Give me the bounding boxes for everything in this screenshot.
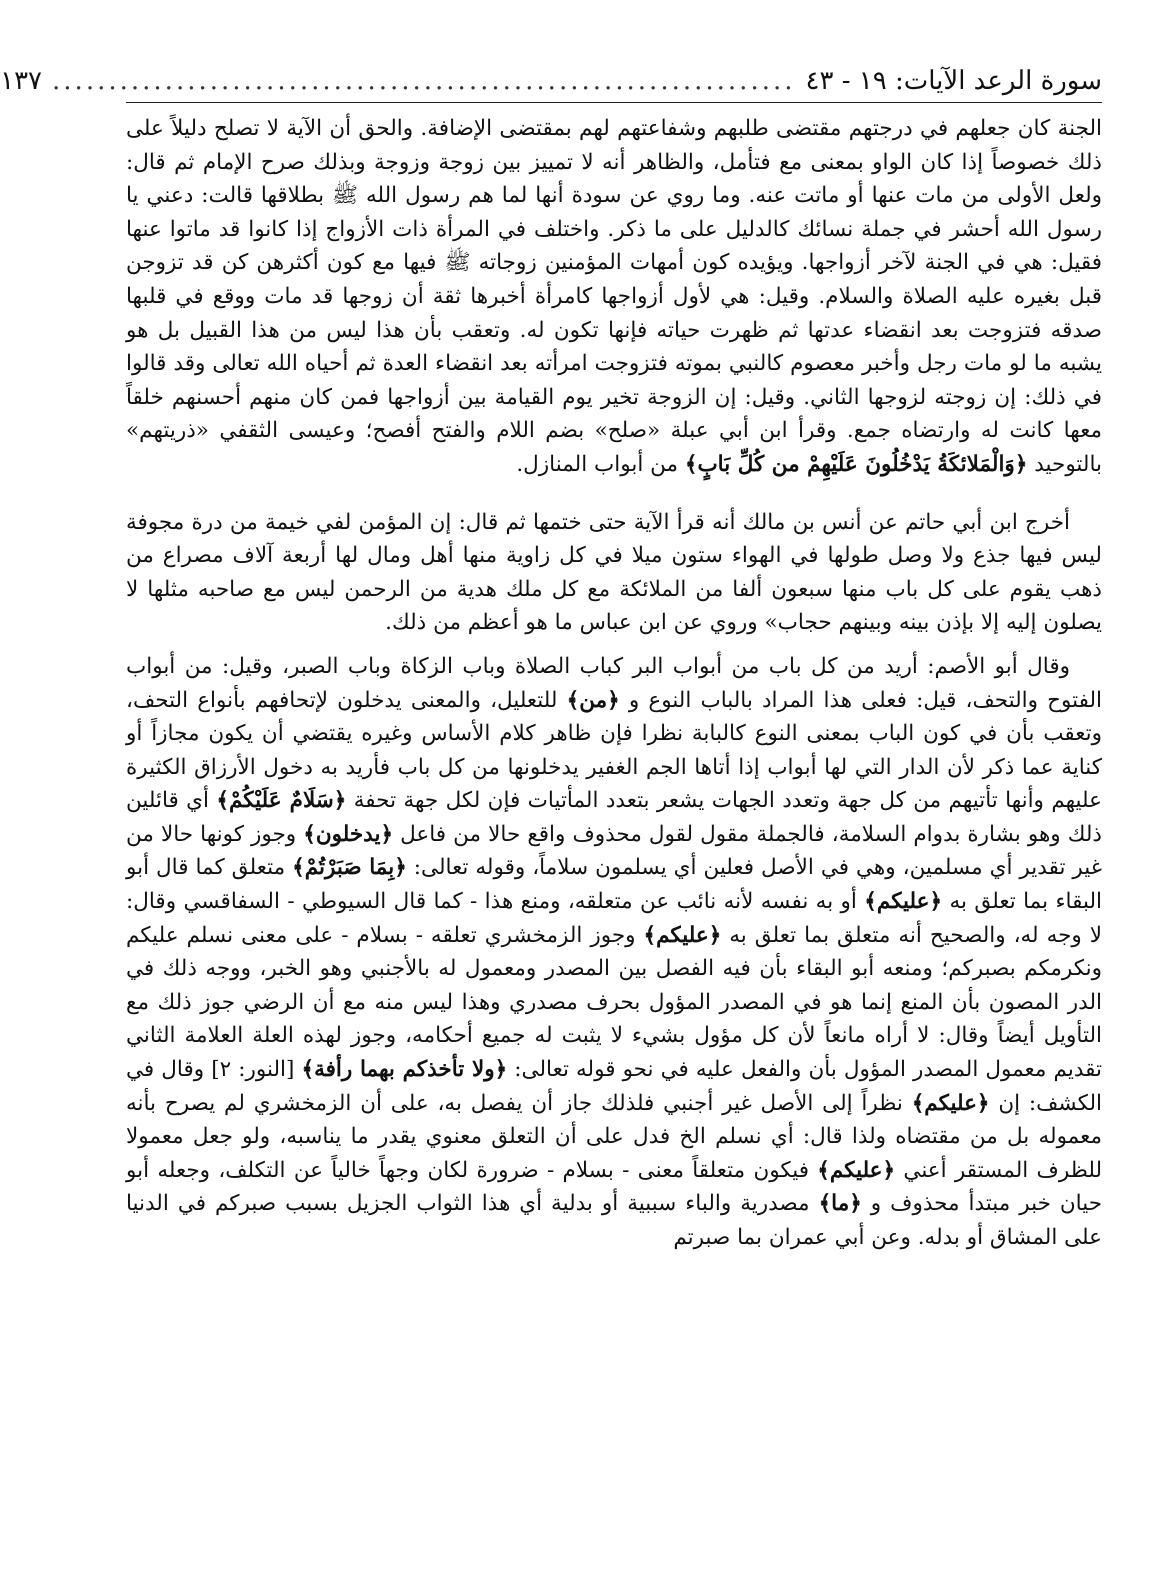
quran-word: ﴿عليكم﴾ [864,889,943,915]
text-run: أو به نفسه لأنه نائب عن متعلقه، ومنع هذا - كما قال السيوطي - السفاقسي وقال: لا وجه له، والصحيح أنه متعلق بما تعلق به [126,889,1102,948]
running-header [0,52,1102,103]
paragraph-1 [126,112,1102,482]
text-run: الجنة كان جعلهم في درجتهم مقتضى طلبهم وشفاعتهم لهم بمقتضى الإضافة. والحق أن الآية لا تصلح دليلاً على ذلك خصوصاً إذا كان الواو بمعنى مع فتأمل، والظاهر أنه لا تمييز بين زوجة وزوجة وبذلك صرح الإمام ثم قال: ولعل الأولى من مات عنها أو ماتت عنه. وما روي عن سودة أنها لما هم رسول الله ﷺ بطلاقها قالت: دعني يا رسول الله أحشر في جملة نسائك كالدليل على ما ذكر. واختلف في المرأة ذات الأزواج إذا كانوا قد ماتوا عنها فقيل: هي في الجنة لآخر أزواجها. ويؤيده كون أمهات المؤمنين زوجاته ﷺ فيها مع كون أكثرهن كن قد تزوجن قبل بغيره عليه الصلاة والسلام. وقيل: هي لأول أزواجها كامرأة أخبرها ثقة أن زوجها قد مات ووقع في قلبها صدقه فتزوجت بعد انقضاء عدتها ثم ظهرت حياته فإنها تكون له. وتعقب بأن هذا ليس من هذا القبيل بل هو يشبه ما لو مات رجل وأخبر معصوم كالنبي بموته فتزوجت امرأته بعد انقضاء العدة ثم أحياه الله تعالى وقد قالوا في ذلك: إن زوجته لزوجها الثاني. وقيل: إن الزوجة تخير يوم القيامة بين أزواجها فمن كان منهم أحسنهم خلقاً معها كانت له وارتضاه جمع. وقرأ ابن أبي عبلة «صلح» بضم اللام والفتح أفصح؛ وعيسى الثقفي «ذريتهم» بالتوحيد [126,116,1102,477]
quran-word: ﴿عليكم﴾ [817,1157,896,1183]
quran-word: ﴿عليكم﴾ [911,1090,990,1116]
text-run: أي قائلين ذلك وهو بشارة بدوام السلامة، فالجملة مقول لقول محذوف واقع حالا من فاعل [126,788,1102,847]
quran-word: ﴿يدخلون﴾ [303,821,394,847]
text-run: مصدرية والباء سببية أو بدلية أي هذا الثواب الجزيل بسبب صبركم في الدنيا على المشاق أو بدله. وعن أبي عمران بما صبرتم [126,1191,1102,1250]
text-run: متعلق كما قال أبو البقاء بما تعلق به [126,855,1102,915]
text-run: من أبواب المنازل. [516,451,685,477]
quran-verse: ﴿ولا تأخذكم بهما رأفة﴾ [301,1057,508,1083]
text-run: للتعليل، والمعنى يدخلون لإتحافهم بأنواع التحف، وتعقب بأن في كون الباب بمعنى النوع كالبابة نظرا فإن ظاهر كلام الأساس وغيره يقتضي أن يكون مجازاً أو كناية عما ذكر لأن الدار التي لها أبواب إذا أتاها الجم الغفير يدخلونها من كل باب فأريد به دخول الأرزاق الكثيرة عليهم وأنها تأتيهم من كل جهة وتعدد الجهات يشعر بتعدد المأتيات فإن لكل جهة تحفة [126,687,1102,814]
paragraph-2 [126,506,1102,640]
text-run: وجوز كونها حالا من غير تقدير أي مسلمين، وهي في الأصل فعلين أي يسلمون سلاماً، وقوله تعالى: [126,821,1103,881]
text-run: [النور: ٢] وقال في الكشف: إن [126,1057,1102,1116]
text-run: وقال أبو الأصم: أريد من كل باب من أبواب البر كباب الصلاة وباب الزكاة وباب الصبر، وقيل: من أبواب الفتوح والتحف، قيل: فعلى هذا المراد بالباب النوع و [126,653,1102,713]
text-run: أخرج ابن أبي حاتم عن أنس بن مالك أنه قرأ الآية حتى ختمها ثم قال: إن المؤمن لفي خيمة من درة مجوفة ليس فيها جذع ولا وصل طولها في الهواء ستون ميلا في كل زاوية منها أهل ومال لها أربعة آلاف مصراع من ذهب يقوم على كل باب منها سبعون ألفا من الملائكة مع كل ملك هدية من الرحمن ليس مع صاحبه مثلها لا يصلون إليه إلا بإذن بينه وبينهم حجاب» وروي عن ابن عباس ما هو أعظم من ذلك. [126,509,1102,636]
quran-verse: ﴿وَالْمَلائكَةُ يَدْخُلُونَ عَلَيْهِمْ من كُلِّ بَابٍ﴾ [684,451,1028,477]
text-run: وجوز الزمخشري تعلقه - بسلام - على معنى نسلم عليكم ونكرمكم بصبركم؛ ومنعه أبو البقاء بأن فيه الفصل بين المصدر ومعمول له بالأجنبي وهو الخبر، ووجه ذلك في الدر المصون بأن المنع إنما هو في المصدر المؤول بحرف مصدري وهذا ليس منه مع أن الرضي جوز ذلك مع التأويل أيضاً وقال: لا أراه مانعاً لأن كل مؤول بشيء لا يثبت له جميع أحكامه، وجوز لهذه العلة العلامة الثاني تقديم معمول المصدر المؤول بأن والفعل عليه في نحو قوله تعالى: [126,922,1102,1083]
paragraph-3 [126,650,1102,1255]
quran-word: ﴿عليكم﴾ [643,922,722,948]
quran-word: ﴿من﴾ [566,687,620,713]
page-number: ١٣٧ [0,66,43,96]
quran-verse: ﴿بِمَا صَبَرْتُمْ﴾ [292,855,407,881]
header-title: سورة الرعد الآيات: ١٩ - ٤٣ [805,66,1102,96]
quran-word: ﴿ما﴾ [818,1191,862,1217]
page-body [126,112,1102,1255]
text-run: فيكون متعلقاً معنى - بسلام - ضرورة لكان وجهاً خالياً عن التكلف، وجعله أبو حيان خبر مبتدأ محذوف و [126,1157,1102,1217]
quran-verse: ﴿سَلَامٌ عَلَيْكُمْ﴾ [216,788,347,814]
header-leader-dots: .................................................................. [52,66,796,96]
text-run: نظراً إلى الأصل غير أجنبي فلذلك جاز أن يفصل به، على أن الزمخشري لم يصرح بأنه معموله بل من مقتضاه ولذا قال: أي نسلم الخ فدل على أن التعلق معنوي يقدر ما يناسبه، ولو جعل معمولا للظرف المستقر أعني [126,1090,1103,1183]
